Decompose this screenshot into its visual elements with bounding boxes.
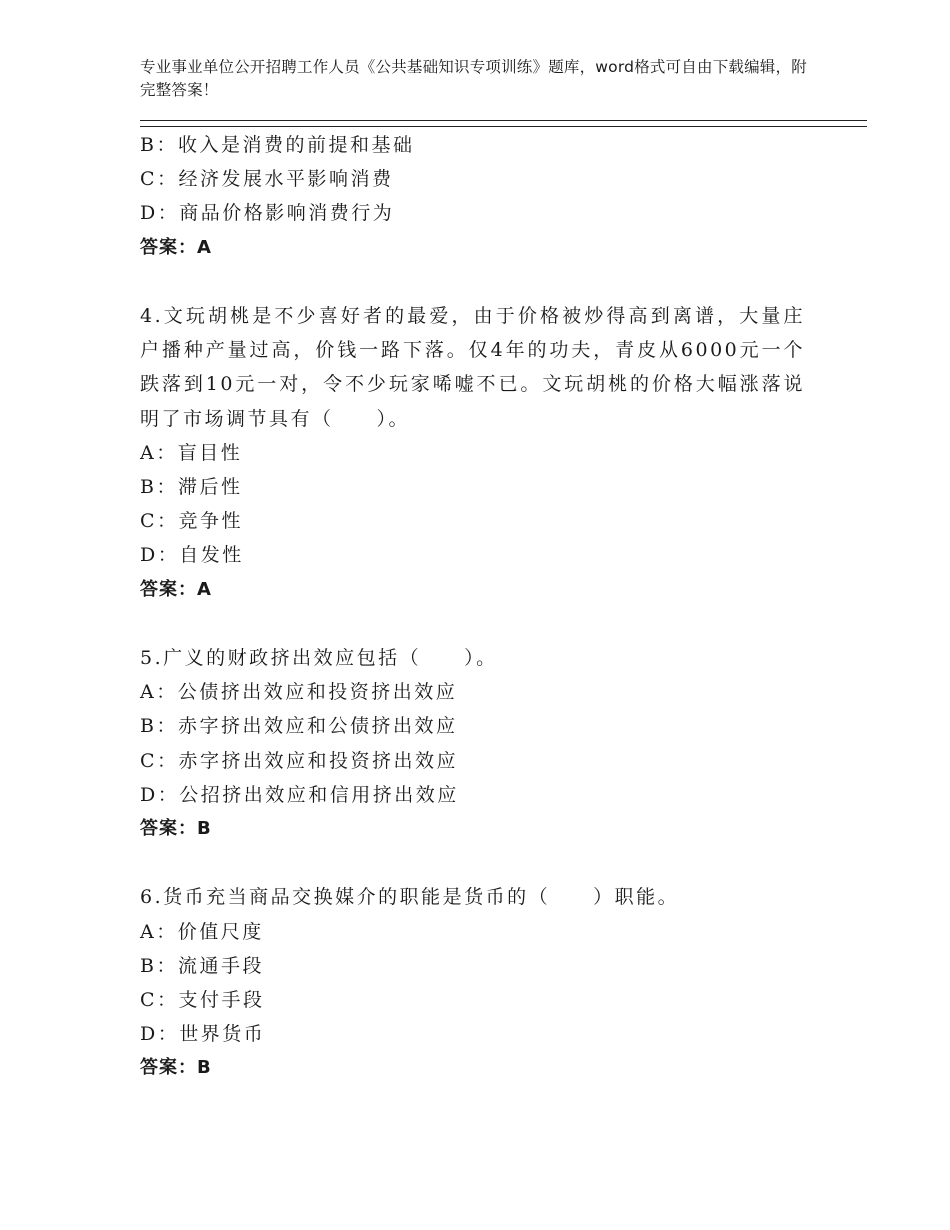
question-content bbox=[140, 128, 820, 1086]
option-b: B：流通手段 bbox=[140, 954, 264, 977]
question-3-continued bbox=[140, 128, 820, 265]
option-b: B：收入是消费的前提和基础 bbox=[140, 134, 415, 156]
answer-label: 答案：A bbox=[140, 578, 212, 600]
question-6 bbox=[140, 880, 820, 1085]
option-c: C：经济发展水平影响消费 bbox=[140, 168, 394, 191]
page-header: 专业事业单位公开招聘工作人员《公共基础知识专项训练》题库，word格式可自由下载编辑，附完整答案！ bbox=[140, 58, 807, 99]
header-double-rule bbox=[140, 120, 867, 127]
spacer bbox=[140, 607, 820, 641]
question-stem: 5.广义的财政挤出效应包括（ ）。 bbox=[140, 647, 498, 670]
option-c: C：竞争性 bbox=[140, 510, 244, 533]
question-4 bbox=[140, 299, 820, 607]
option-a: A：盲目性 bbox=[140, 441, 243, 464]
option-d: D：自发性 bbox=[140, 544, 244, 567]
option-c: C：支付手段 bbox=[140, 989, 265, 1012]
answer-label: 答案：B bbox=[140, 1057, 212, 1079]
answer-label: 答案：B bbox=[140, 818, 212, 840]
option-a: A：价值尺度 bbox=[140, 920, 264, 943]
option-d: D：商品价格影响消费行为 bbox=[140, 202, 395, 225]
spacer bbox=[140, 846, 820, 880]
option-d: D：世界货币 bbox=[140, 1023, 266, 1046]
question-5 bbox=[140, 641, 820, 846]
question-stem: 6.货币充当商品交换媒介的职能是货币的（ ）职能。 bbox=[140, 886, 680, 909]
answer-label: 答案：A bbox=[140, 236, 212, 258]
option-d: D：公招挤出效应和信用挤出效应 bbox=[140, 783, 459, 806]
option-b: B：滞后性 bbox=[140, 476, 243, 499]
option-a: A：公债挤出效应和投资挤出效应 bbox=[140, 681, 458, 704]
option-c: C：赤字挤出效应和投资挤出效应 bbox=[140, 749, 459, 772]
option-b: B：赤字挤出效应和公债挤出效应 bbox=[140, 715, 458, 738]
question-stem: 4.文玩胡桃是不少喜好者的最爱，由于价格被炒得高到离谱，大量庄户播种产量过高，价钱一路下落。仅4年的功夫，青皮从6000元一个跌落到10元一对，令不少玩家唏嘘不已。文玩胡桃的价格大幅涨落说明了市场调节具有（ ）。 bbox=[140, 305, 805, 430]
spacer bbox=[140, 265, 820, 299]
